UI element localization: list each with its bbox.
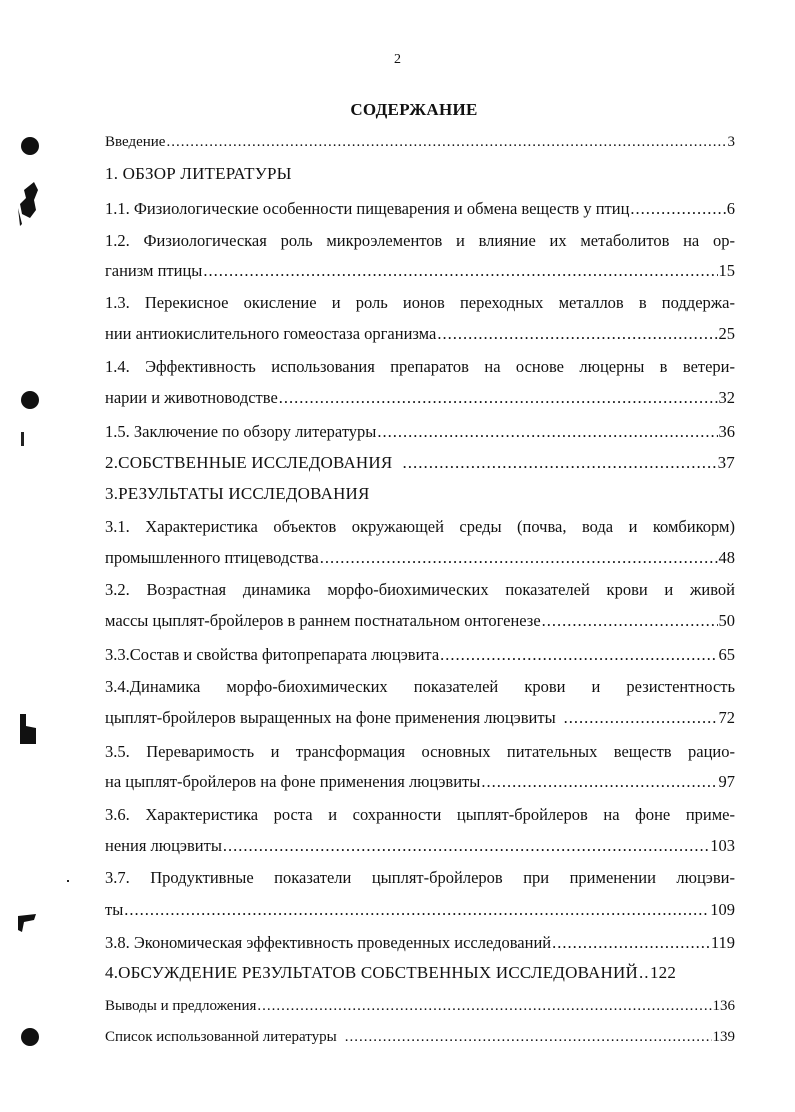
toc-1-2-line1: 1.2. Физиологическая роль микроэлементов и влияние их метаболитов на ор- <box>105 231 735 250</box>
toc-conclusions: Выводы и предложения ..... 136 <box>105 994 735 1018</box>
toc-3-5-line1: 3.5. Переваримость и трансформация основных питательных веществ рацио- <box>105 742 735 761</box>
binder-hole-top <box>21 137 39 155</box>
toc-section-3: 3.РЕЗУЛЬТАТЫ ИССЛЕДОВАНИЯ <box>105 484 370 503</box>
toc-section-2: 2.СОБСТВЕННЫЕ ИССЛЕДОВАНИЯ ..... 37 <box>105 451 735 475</box>
scan-dot <box>67 880 69 882</box>
toc-3-3: 3.3.Состав и свойства фитопрепарата люцэвита ..... 65 <box>105 643 735 667</box>
toc-1-4-line1: 1.4. Эффективность использования препаратов на основе люцерны в ветери- <box>105 357 735 376</box>
toc-references: Список использованной литературы ..... 139 <box>105 1025 735 1049</box>
toc-1-5: 1.5. Заключение по обзору литературы ..... 36 <box>105 420 735 444</box>
toc-1-4-line2: нарии и животноводстве ..... 32 <box>105 386 735 410</box>
toc-3-6-line2: нения люцэвиты ..... 103 <box>105 834 735 858</box>
page-number: 2 <box>394 52 401 67</box>
toc-1-3-line1: 1.3. Перекисное окисление и роль ионов переходных металлов в поддержа- <box>105 293 735 312</box>
toc-3-7-line1: 3.7. Продуктивные показатели цыплят-бройлеров при применении люцэви- <box>105 868 735 887</box>
toc-3-5-line2: на цыплят-бройлеров на фоне применения люцэвиты ..... 97 <box>105 770 735 794</box>
toc-1-3-line2: нии антиокислительного гомеостаза организма ..... 25 <box>105 322 735 346</box>
toc-3-6-line1: 3.6. Характеристика роста и сохранности цыплят-бройлеров на фоне приме- <box>105 805 735 824</box>
binder-hole-upper-middle <box>21 391 39 409</box>
binder-hole-bottom <box>21 1028 39 1046</box>
toc-intro: Введение ..... 3 <box>105 130 735 154</box>
toc-section-4: 4.ОБСУЖДЕНИЕ РЕЗУЛЬТАТОВ СОБСТВЕННЫХ ИССЛЕДОВАНИЙ ..... 122 <box>105 961 735 985</box>
toc-3-8: 3.8. Экономическая эффективность проведенных исследований ..... 119 <box>105 931 735 955</box>
scan-artifact-top <box>12 180 42 230</box>
toc-1-1: 1.1. Физиологические особенности пищеварения и обмена веществ у птиц ..... 6 <box>105 197 735 221</box>
toc-section-1: 1. ОБЗОР ЛИТЕРАТУРЫ <box>105 164 292 183</box>
toc-3-4-line2: цыплят-бройлеров выращенных на фоне применения люцэвиты ..... 72 <box>105 706 735 730</box>
toc-3-2-line2: массы цыплят-бройлеров в раннем постнатальном онтогенезе ..... 50 <box>105 609 735 633</box>
scan-artifact-small <box>21 432 24 446</box>
toc-3-1-line2: промышленного птицеводства ..... 48 <box>105 546 735 570</box>
toc-3-1-line1: 3.1. Характеристика объектов окружающей среды (почва, вода и комбикорм) <box>105 517 735 536</box>
scan-artifact-lower <box>16 912 42 934</box>
toc-3-2-line1: 3.2. Возрастная динамика морфо-биохимических показателей крови и живой <box>105 580 735 599</box>
toc-1-2-line2: ганизм птицы ..... 15 <box>105 259 735 283</box>
toc-3-4-line1: 3.4.Динамика морфо-биохимических показателей крови и резистентность <box>105 677 735 696</box>
scan-artifact-middle <box>14 712 40 748</box>
toc-3-7-line2: ты ..... 109 <box>105 898 735 922</box>
page-title: СОДЕРЖАНИЕ <box>350 100 478 119</box>
